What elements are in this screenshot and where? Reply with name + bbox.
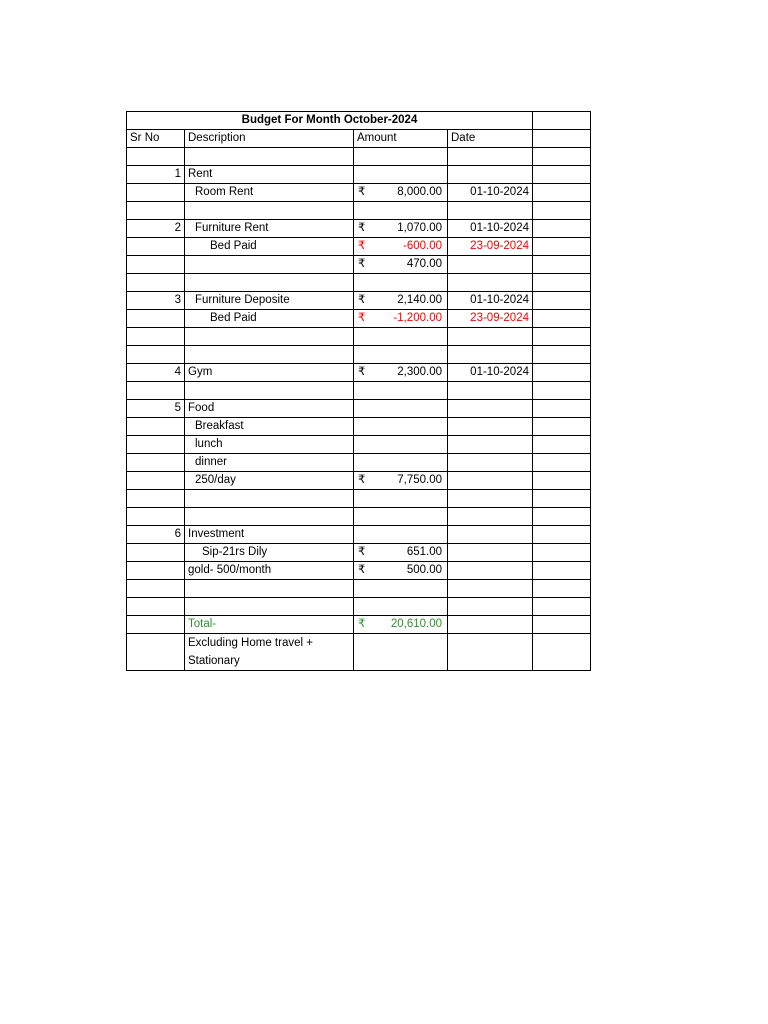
total-label[interactable]: Total- — [185, 616, 354, 634]
rupee-icon: ₹ — [358, 546, 366, 558]
description-cell[interactable]: Investment — [185, 526, 354, 544]
table-row — [127, 562, 591, 580]
table-row — [127, 292, 591, 310]
empty-row — [127, 382, 591, 400]
table-row — [127, 310, 591, 328]
description-cell[interactable]: Breakfast — [185, 418, 354, 436]
date-cell[interactable]: 23-09-2024 — [448, 238, 533, 256]
table-row — [127, 256, 591, 274]
table-row — [127, 400, 591, 418]
date-cell[interactable]: 23-09-2024 — [448, 310, 533, 328]
empty-row — [127, 148, 591, 166]
sr-cell[interactable]: 5 — [127, 400, 185, 418]
description-cell[interactable]: Rent — [185, 166, 354, 184]
amount-cell[interactable]: ₹ -1,200.00 — [354, 310, 448, 328]
rupee-icon: ₹ — [358, 240, 366, 252]
rupee-icon: ₹ — [358, 366, 366, 378]
total-note[interactable]: Excluding Home travel + Stationary — [185, 634, 354, 671]
sr-cell[interactable]: 1 — [127, 166, 185, 184]
budget-sheet — [126, 111, 591, 671]
table-row — [127, 472, 591, 490]
total-row — [127, 616, 591, 634]
description-cell[interactable]: Bed Paid — [185, 310, 354, 328]
sr-cell[interactable]: 4 — [127, 364, 185, 382]
rupee-icon: ₹ — [358, 312, 366, 324]
description-cell[interactable]: Gym — [185, 364, 354, 382]
amount-cell[interactable]: ₹ 2,300.00 — [354, 364, 448, 382]
date-cell[interactable]: 01-10-2024 — [448, 364, 533, 382]
description-cell[interactable]: dinner — [185, 454, 354, 472]
empty-row — [127, 508, 591, 526]
amount-cell[interactable]: ₹ 8,000.00 — [354, 184, 448, 202]
table-row — [127, 526, 591, 544]
description-cell[interactable]: Furniture Deposite — [185, 292, 354, 310]
date-cell[interactable]: 01-10-2024 — [448, 292, 533, 310]
date-cell[interactable]: 01-10-2024 — [448, 184, 533, 202]
sr-cell[interactable]: 2 — [127, 220, 185, 238]
amount-cell[interactable]: ₹ 1,070.00 — [354, 220, 448, 238]
header-amount[interactable]: Amount — [354, 130, 448, 148]
title-row — [127, 112, 591, 130]
rupee-icon: ₹ — [358, 258, 366, 270]
amount-cell[interactable]: ₹ 2,140.00 — [354, 292, 448, 310]
rupee-icon: ₹ — [358, 618, 366, 630]
table-row — [127, 436, 591, 454]
table-row — [127, 184, 591, 202]
empty-row — [127, 274, 591, 292]
rupee-icon: ₹ — [358, 474, 366, 486]
empty-row — [127, 490, 591, 508]
table-row — [127, 418, 591, 436]
note-row — [127, 634, 591, 671]
amount-cell[interactable]: ₹ 500.00 — [354, 562, 448, 580]
amount-cell[interactable]: ₹ 470.00 — [354, 256, 448, 274]
table-row — [127, 220, 591, 238]
amount-cell[interactable]: ₹ -600.00 — [354, 238, 448, 256]
description-cell[interactable]: Room Rent — [185, 184, 354, 202]
header-row — [127, 130, 591, 148]
sheet-title[interactable]: Budget For Month October-2024 — [127, 112, 533, 130]
rupee-icon: ₹ — [358, 294, 366, 306]
description-cell[interactable]: Sip-21rs Dily — [185, 544, 354, 562]
table-row — [127, 544, 591, 562]
description-cell[interactable]: gold- 500/month — [185, 562, 354, 580]
sr-cell[interactable]: 6 — [127, 526, 185, 544]
table-row — [127, 454, 591, 472]
empty-row — [127, 328, 591, 346]
cell[interactable] — [533, 130, 591, 148]
empty-row — [127, 346, 591, 364]
amount-cell[interactable]: ₹ 651.00 — [354, 544, 448, 562]
description-cell[interactable]: lunch — [185, 436, 354, 454]
empty-row — [127, 598, 591, 616]
table-row — [127, 166, 591, 184]
rupee-icon: ₹ — [358, 222, 366, 234]
header-description[interactable]: Description — [185, 130, 354, 148]
date-cell[interactable]: 01-10-2024 — [448, 220, 533, 238]
empty-row — [127, 580, 591, 598]
empty-row — [127, 202, 591, 220]
table-row — [127, 364, 591, 382]
rupee-icon: ₹ — [358, 564, 366, 576]
header-sr[interactable]: Sr No — [127, 130, 185, 148]
description-cell[interactable]: Food — [185, 400, 354, 418]
description-cell[interactable]: Bed Paid — [185, 238, 354, 256]
total-amount[interactable]: ₹ 20,610.00 — [354, 616, 448, 634]
rupee-icon: ₹ — [358, 186, 366, 198]
amount-cell[interactable]: ₹ 7,750.00 — [354, 472, 448, 490]
table-row — [127, 238, 591, 256]
sr-cell[interactable]: 3 — [127, 292, 185, 310]
description-cell[interactable]: 250/day — [185, 472, 354, 490]
cell[interactable] — [533, 112, 591, 130]
description-cell[interactable]: Furniture Rent — [185, 220, 354, 238]
header-date[interactable]: Date — [448, 130, 533, 148]
